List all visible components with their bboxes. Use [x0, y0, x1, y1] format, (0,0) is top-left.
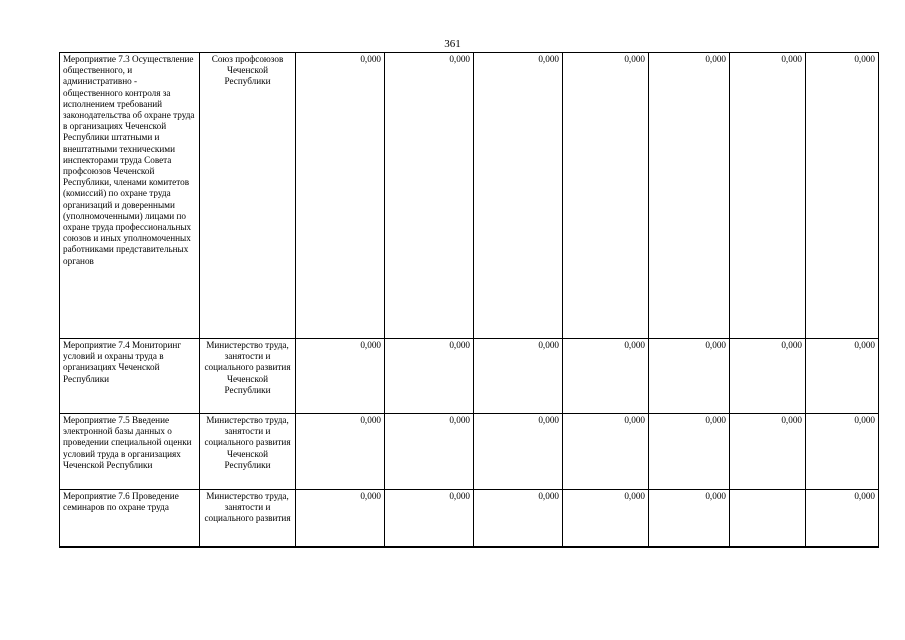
value-cell: 0,000 [385, 53, 474, 339]
program-table [59, 52, 879, 548]
value-cell: 0,000 [563, 339, 649, 414]
measure-name-cell: Мероприятие 7.3 Осуществление общественного, и административно - общественного контроля за исполнением требований законодательства об охране труда в организациях Чеченской Республики штатными и внештатными техническими инспекторами труда Совета профсоюзов Чеченской Республики, членами комитетов (комиссий) по охране труда организаций и доверенными (уполномоченными) лицами по охране труда профессиональных союзов и иных уполномоченных работниками представительных органов [60, 53, 200, 339]
executor-cell: Министерство труда, занятости и социального развития [200, 490, 296, 547]
executor-cell: Союз профсоюзов Чеченской Республики [200, 53, 296, 339]
value-cell: 0,000 [649, 414, 730, 490]
value-cell: 0,000 [563, 414, 649, 490]
value-cell: 0,000 [806, 53, 879, 339]
value-cell: 0,000 [649, 53, 730, 339]
value-cell: 0,000 [474, 53, 563, 339]
executor-cell: Министерство труда, занятости и социального развития Чеченской Республики [200, 339, 296, 414]
value-cell: 0,000 [385, 414, 474, 490]
value-cell [730, 490, 806, 547]
table-row [60, 339, 879, 414]
executor-cell: Министерство труда, занятости и социального развития Чеченской Республики [200, 414, 296, 490]
page-number: 361 [444, 38, 461, 50]
table-row [60, 490, 879, 547]
measure-name-cell: Мероприятие 7.4 Мониторинг условий и охраны труда в организациях Чеченской Республики [60, 339, 200, 414]
value-cell: 0,000 [806, 414, 879, 490]
value-cell: 0,000 [730, 339, 806, 414]
value-cell: 0,000 [563, 490, 649, 547]
value-cell: 0,000 [474, 490, 563, 547]
value-cell: 0,000 [649, 490, 730, 547]
value-cell: 0,000 [296, 53, 385, 339]
value-cell: 0,000 [296, 414, 385, 490]
measure-name-cell: Мероприятие 7.5 Введение электронной базы данных о проведении специальной оценки условий труда в организациях Чеченской Республики [60, 414, 200, 490]
value-cell: 0,000 [730, 53, 806, 339]
value-cell: 0,000 [296, 490, 385, 547]
table-row [60, 53, 879, 339]
value-cell: 0,000 [563, 53, 649, 339]
table-row [60, 414, 879, 490]
value-cell: 0,000 [649, 339, 730, 414]
value-cell: 0,000 [385, 339, 474, 414]
value-cell: 0,000 [806, 490, 879, 547]
measure-name-cell: Мероприятие 7.6 Проведение семинаров по охране труда [60, 490, 200, 547]
value-cell: 0,000 [474, 339, 563, 414]
value-cell: 0,000 [730, 414, 806, 490]
value-cell: 0,000 [806, 339, 879, 414]
value-cell: 0,000 [385, 490, 474, 547]
value-cell: 0,000 [296, 339, 385, 414]
value-cell: 0,000 [474, 414, 563, 490]
